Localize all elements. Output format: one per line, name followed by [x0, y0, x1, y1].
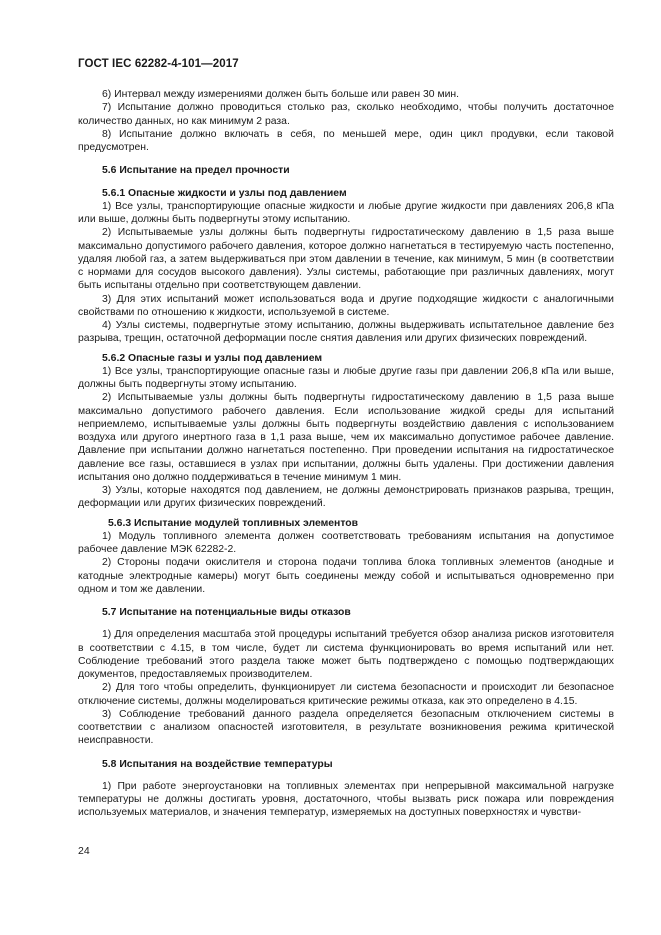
paragraph: 2) Испытываемые узлы должны быть подвергнуты гидростатическому давлению в 1,5 раза выше максимально допустимого рабочего давления, которое должно нагнетаться в тестируемую часть постепенно, удаляя любой газ, а затем выдерживаться при этом давлении в течение, как минимум, 5 мин (в соответствии с нормами для сосудов высокого давления). Узлы системы, работающие при различных давлениях, могут быть испытаны отдельно при соответствующем давлении.	[78, 227, 614, 292]
paragraph: 1) Для определения масштаба этой процедуры испытаний требуется обзор анализа рисков изготовителя в соответствии с 4.15, в том числе, будет ли система функционировать во время испытаний или нет. Соблюдение требований этого раздела также может быть подтверждено с помощью подтверждающих документов, предоставляемых производителем.	[78, 629, 614, 680]
paragraph: 1) Все узлы, транспортирующие опасные газы и любые другие газы при давлении 206,8 кПа или выше, должны быть подвергнуты этому испытанию.	[78, 365, 614, 390]
subsection-heading: 5.6.2 Опасные газы и узлы под давлением	[102, 352, 323, 364]
paragraph: 3) Узлы, которые находятся под давлением, не должны демонстрировать признаков разрыва, трещин, деформации или других физических повреждений.	[78, 485, 614, 510]
section-heading: 5.8 Испытания на воздействие температуры	[102, 758, 333, 770]
subsection-heading: 5.6.3 Испытание модулей топливных элементов	[108, 517, 359, 529]
paragraph: 3) Соблюдение требований данного раздела определяется безопасным отключением системы в соответствии с анализом опасностей изготовителя, в результате возникновения режима критической неисправности.	[78, 708, 614, 747]
paragraph: 1) Все узлы, транспортирующие опасные жидкости и любые другие жидкости при давлениях 206,8 кПа или выше, должны быть подвергнуты этому испытанию.	[78, 200, 614, 225]
paragraph: 6) Интервал между измерениями должен быть больше или равен 30 мин.	[102, 89, 460, 100]
page-number: 24	[78, 845, 90, 857]
section-heading: 5.7 Испытание на потенциальные виды отказов	[102, 607, 351, 618]
paragraph: 1) При работе энергоустановки на топливных элементах при непрерывной максимальной нагрузке температуры не должны достигать уровня, достаточного, чтобы вызвать риск пожара или повреждения используемых материалов, и значения температур, измеряемых на доступных поверхностях и чувстви-	[78, 780, 614, 819]
document-body	[78, 88, 614, 820]
paragraph: 3) Для этих испытаний может использоваться вода и другие подходящие жидкости с аналогичными свойствами по отношению к жидкости, используемой в системе.	[78, 293, 614, 318]
document-header: ГОСТ IEC 62282-4-101—2017	[78, 58, 239, 70]
paragraph: 8) Испытание должно включать в себя, по меньшей мере, один цикл продувки, если таковой предусмотрен.	[78, 128, 614, 153]
paragraph: 2) Испытываемые узлы должны быть подвергнуты гидростатическому давлению в 1,5 раза выше максимально допустимого рабочего давления. Если использование жидкой среды для испытаний неприемлемо, испытываемые узлы должны быть подвергнуты воздействию давления с использованием воздуха или другого инертного газа в 1,1 раза выше, чем их максимально допустимое рабочее давление. Давление при испытании должно нагнетаться постепенно. При проведении испытания на гидростатическое давление все газы, оставшиеся в узлах при испытании, должны быть удалены. При достижении давления испытания оно должно поддерживаться в течение минимум 1 мин.	[78, 392, 614, 483]
paragraph: 7) Испытание должно проводиться столько раз, сколько необходимо, чтобы получить достаточное количество данных, но как минимум 2 раза.	[78, 102, 614, 127]
paragraph: 2) Для того чтобы определить, функционирует ли система безопасности и происходит ли безопасное отключение системы, должны моделироваться критические режимы отказа, как это определено в 4.15.	[78, 682, 614, 707]
paragraph: 1) Модуль топливного элемента должен соответствовать требованиям испытания на допустимое рабочее давление МЭК 62282-2.	[78, 530, 614, 555]
paragraph: 2) Стороны подачи окислителя и сторона подачи топлива блока топливных элементов (анодные и катодные электродные камеры) могут быть соединены между собой и испытываться одновременно при одном и том же давлении.	[78, 557, 614, 595]
paragraph: 4) Узлы системы, подвергнутые этому испытанию, должны выдерживать испытательное давление без разрыва, трещин, остаточной деформации после снятия давления или других физических повреждений.	[78, 320, 614, 345]
subsection-heading: 5.6.1 Опасные жидкости и узлы под давлением	[102, 187, 347, 199]
section-heading: 5.6 Испытание на предел прочности	[102, 165, 290, 177]
